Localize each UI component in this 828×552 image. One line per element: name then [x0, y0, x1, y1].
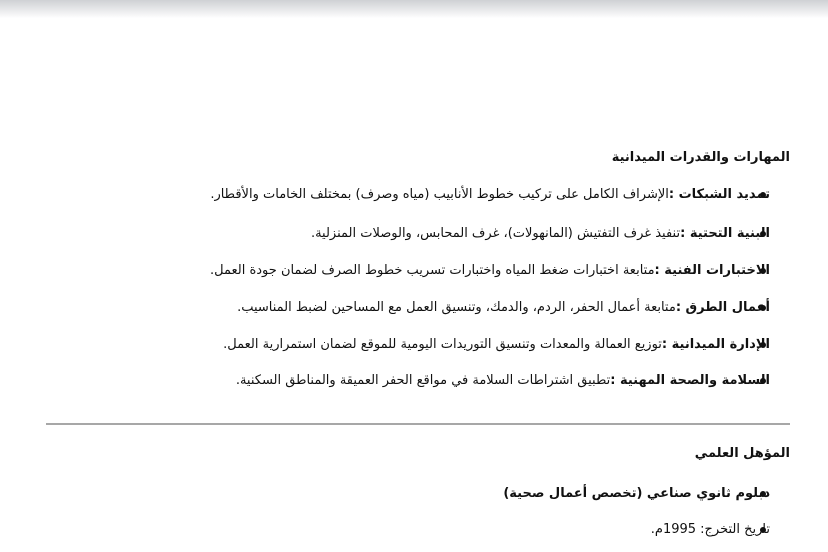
skill-item	[210, 185, 770, 205]
skill-item-text: تطبيق اشتراطات السلامة في مواقع الحفر العميقة والمناطق السكنية.	[235, 373, 611, 388]
skill-item-label: الإدارة الميدانية :	[661, 337, 770, 352]
skill-item-label: الاختبارات الفنية :	[654, 263, 770, 278]
skill-item-label: البنية التحتية :	[680, 226, 770, 241]
section-divider	[46, 423, 790, 425]
skill-item-text: تنفيذ غرف التفتيش (المانهولات)، غرف المحابس، والوصلات المنزلية.	[310, 226, 681, 241]
skill-item-label: السلامة والصحة المهنية :	[610, 373, 770, 388]
skill-item-label: أعمال الطرق :	[675, 300, 770, 315]
skill-item-text: متابعة أعمال الحفر، الردم، والدمك، وتنسيق العمل مع المساحين لضبط المناسيب.	[237, 300, 676, 315]
education-item: دبلوم ثانوي صناعي (تخصص أعمال صحية)	[503, 486, 770, 501]
education-heading: المؤهل العلمي	[694, 446, 790, 461]
education-item: تاريخ التخرج: 1995م.	[650, 522, 770, 537]
skill-item-text: توزيع العمالة والمعدات وتنسيق التوريدات اليومية للموقع لضمان استمرارية العمل.	[223, 337, 662, 352]
skill-item	[223, 335, 770, 355]
skill-item	[237, 298, 770, 318]
skill-item	[236, 371, 770, 391]
skills-heading: المهارات والقدرات الميدانية	[611, 150, 790, 165]
skill-item-text: متابعة اختبارات ضغط المياه واختبارات تسريب خطوط الصرف لضمان جودة العمل.	[209, 263, 655, 278]
skill-item-text: الإشراف الكامل على تركيب خطوط الأنابيب (مياه وصرف) بمختلف الخامات والأقطار.	[210, 187, 669, 202]
skill-item	[210, 261, 770, 281]
skill-item	[311, 224, 770, 244]
skill-item-label: تمديد الشبكات :	[668, 187, 770, 202]
